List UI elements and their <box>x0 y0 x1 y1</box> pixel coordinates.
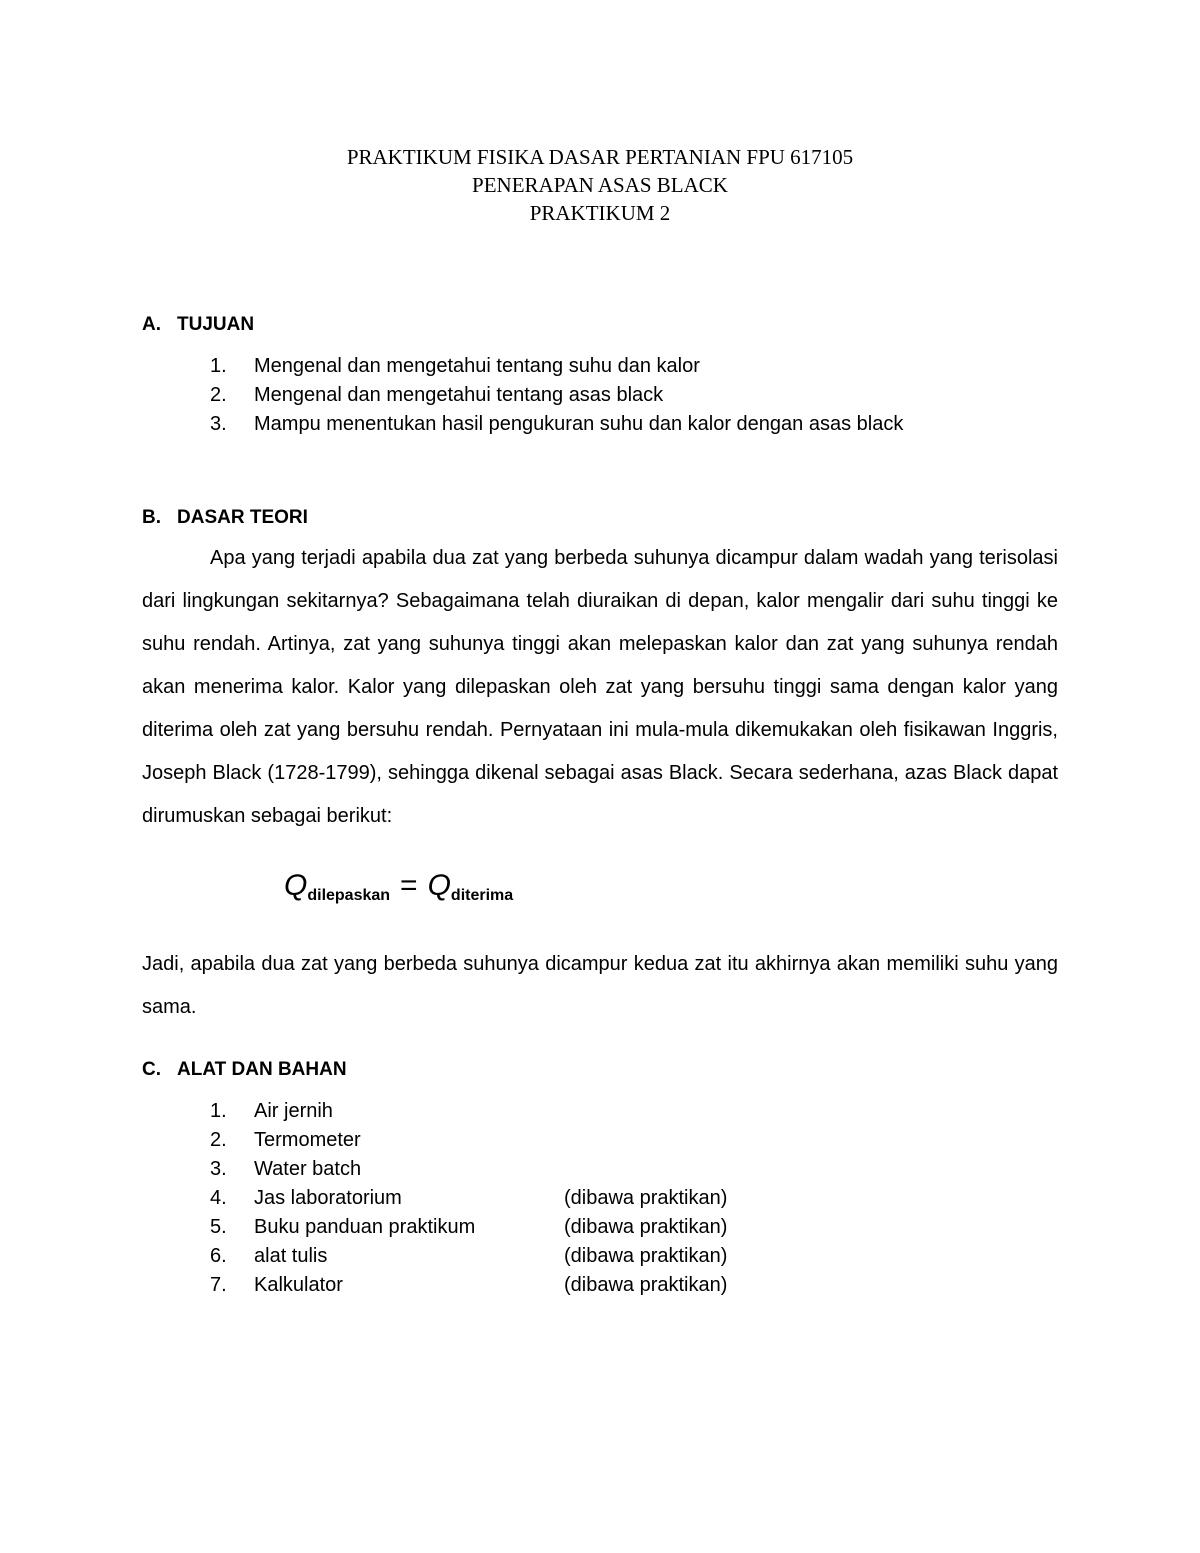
asas-black-formula <box>284 866 513 916</box>
list-item-text: Buku panduan praktikum <box>254 1216 476 1238</box>
list-item-number: 6. <box>210 1245 227 1267</box>
list-item <box>210 1126 475 1155</box>
list-item-note: (dibawa praktikan) <box>564 1187 728 1209</box>
title-line-3: PRAKTIKUM 2 <box>529 201 671 225</box>
list-item-text: Mengenal dan mengetahui tentang asas black <box>254 384 664 406</box>
list-item <box>210 410 903 439</box>
section-c-title: ALAT DAN BAHAN <box>177 1059 347 1080</box>
formula-left-subscript: dilepaskan <box>307 887 391 904</box>
list-item-text: Water batch <box>254 1158 362 1180</box>
list-item-text: Mampu menentukan hasil pengukuran suhu dan kalor dengan asas black <box>254 413 904 435</box>
formula-equals: = <box>400 869 418 902</box>
section-c-letter: C. <box>142 1059 161 1080</box>
list-item-note: (dibawa praktikan) <box>564 1216 728 1238</box>
list-item-number: 4. <box>210 1187 227 1209</box>
list-item-number: 3. <box>210 413 227 435</box>
list-item-text: Kalkulator <box>254 1274 343 1296</box>
section-a-title: TUJUAN <box>177 314 255 335</box>
section-b-heading <box>142 506 308 530</box>
section-b-letter: B. <box>142 507 161 528</box>
section-a-letter: A. <box>142 314 161 335</box>
list-item <box>210 1213 728 1242</box>
list-item-text: Jas laboratorium <box>254 1187 402 1209</box>
list-item-note: (dibawa praktikan) <box>564 1274 728 1296</box>
section-a-heading <box>142 313 254 337</box>
dasar-teori-paragraph: Apa yang terjadi apabila dua zat yang berbeda suhunya dicampur dalam wadah yang terisolasi dari lingkungan sekitarnya? Sebagaimana telah diuraikan di depan, kalor mengalir dari suhu tinggi ke suhu rendah. Artinya, zat yang suhunya tinggi akan melepaskan kalor dan zat yang suhunya rendah akan menerima kalor. Kalor yang dilepaskan oleh zat yang bersuhu tinggi sama dengan kalor yang diterima oleh zat yang bersuhu rendah. Pernyataan ini mula-mula dikemukakan oleh fisikawan Inggris, Joseph Black (1728-1799), sehingga dikenal sebagai asas Black. Secara sederhana, azas Black dapat dirumuskan sebagai berikut: <box>142 547 1058 827</box>
list-item <box>210 352 903 381</box>
section-b-title: DASAR TEORI <box>177 507 308 528</box>
formula-right-subscript: diterima <box>450 887 514 904</box>
list-item-number: 5. <box>210 1216 227 1238</box>
alat-bahan-list <box>210 1097 728 1300</box>
list-item-text: Termometer <box>254 1129 361 1151</box>
list-item <box>210 1184 728 1213</box>
list-item <box>210 1097 475 1126</box>
section-c-heading <box>142 1058 347 1082</box>
list-item-number: 2. <box>210 384 227 406</box>
formula-right-symbol: Q <box>427 869 451 902</box>
list-item-number: 1. <box>210 1100 227 1122</box>
list-item <box>210 1155 475 1184</box>
list-item-text: Air jernih <box>254 1100 333 1122</box>
formula-left-symbol: Q <box>284 869 308 902</box>
list-item <box>210 1242 728 1271</box>
list-item <box>210 381 903 410</box>
tujuan-list <box>210 352 903 439</box>
list-item-text: Mengenal dan mengetahui tentang suhu dan kalor <box>254 355 700 377</box>
title-line-2: PENERAPAN ASAS BLACK <box>472 173 728 197</box>
document-title <box>0 143 1200 227</box>
list-item-number: 7. <box>210 1274 227 1296</box>
list-item-text: alat tulis <box>254 1245 328 1267</box>
conclusion-paragraph: Jadi, apabila dua zat yang berbeda suhunya dicampur kedua zat itu akhirnya akan memiliki suhu yang sama. <box>142 953 1058 1018</box>
list-item-note: (dibawa praktikan) <box>564 1245 728 1267</box>
list-item <box>210 1271 728 1300</box>
list-item-number: 1. <box>210 355 227 377</box>
title-line-1: PRAKTIKUM FISIKA DASAR PERTANIAN FPU 617105 <box>346 145 854 169</box>
list-item-number: 2. <box>210 1129 227 1151</box>
list-item-number: 3. <box>210 1158 227 1180</box>
